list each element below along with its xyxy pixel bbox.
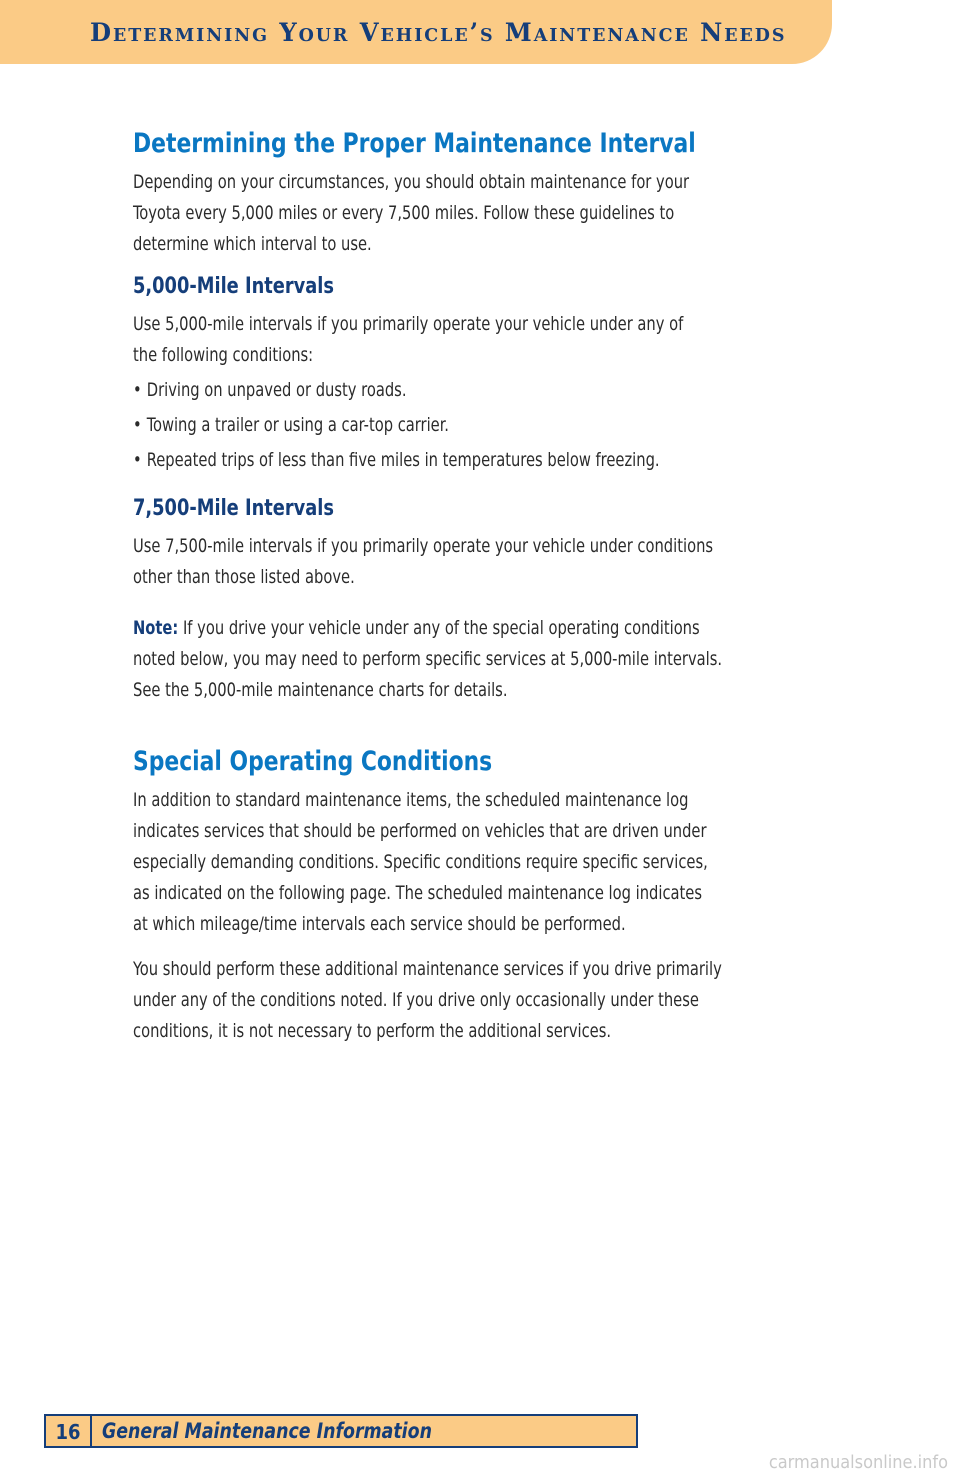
special-paragraph-2 xyxy=(133,954,833,1047)
intro-line: determine which interval to use. xyxy=(133,233,372,255)
page-number: 16 xyxy=(46,1416,92,1446)
paragraph-line: other than those listed above. xyxy=(133,566,355,588)
heading-7500-mile: 7,500-Mile Intervals xyxy=(133,496,334,521)
paragraph-line: under any of the conditions noted. If you drive only occasionally under these xyxy=(133,989,699,1011)
list-item-text: Repeated trips of less than five miles in temperatures below freezing. xyxy=(146,449,660,471)
list-item xyxy=(133,375,838,406)
bullet-icon: • xyxy=(133,449,142,471)
note-text: If you drive your vehicle under any of the special operating conditions xyxy=(182,617,700,639)
list-item xyxy=(133,445,838,476)
paragraph-line: You should perform these additional maintenance services if you drive primarily xyxy=(133,958,722,980)
note-label: Note: xyxy=(133,617,179,639)
watermark: carmanualsonline.info xyxy=(768,1452,948,1473)
intro-paragraph xyxy=(133,167,833,260)
paragraph-line: In addition to standard maintenance items, the scheduled maintenance log xyxy=(133,789,689,811)
special-paragraph-1 xyxy=(133,785,833,940)
intro-line: Depending on your circumstances, you should obtain maintenance for your xyxy=(133,171,690,193)
note-line: See the 5,000-mile maintenance charts for details. xyxy=(133,679,508,701)
list-item-text: Driving on unpaved or dusty roads. xyxy=(146,379,407,401)
list-item-text: Towing a trailer or using a car-top carrier. xyxy=(146,414,449,436)
note-paragraph xyxy=(133,613,833,706)
paragraph-line: indicates services that should be performed on vehicles that are driven under xyxy=(133,820,707,842)
paragraph-line: at which mileage/time intervals each service should be performed. xyxy=(133,913,626,935)
list-item xyxy=(133,410,838,441)
note-line xyxy=(133,613,838,644)
paragraph-7500-mile xyxy=(133,531,833,593)
page-footer xyxy=(44,1414,638,1448)
section-heading-maintenance-interval: Determining the Proper Maintenance Interval xyxy=(133,128,696,159)
intro-line: Toyota every 5,000 miles or every 7,500 miles. Follow these guidelines to xyxy=(133,202,675,224)
footer-section-title: General Maintenance Information xyxy=(102,1419,432,1443)
bullet-icon: • xyxy=(133,379,142,401)
paragraph-line: Use 5,000-mile intervals if you primarily operate your vehicle under any of xyxy=(133,313,684,335)
paragraph-line: conditions, it is not necessary to perform the additional services. xyxy=(133,1020,612,1042)
heading-5000-mile: 5,000-Mile Intervals xyxy=(133,274,334,299)
section-heading-special-conditions: Special Operating Conditions xyxy=(133,746,493,777)
note-line: noted below, you may need to perform specific services at 5,000-mile intervals. xyxy=(133,648,723,670)
main-content xyxy=(133,128,833,1060)
paragraph-line: as indicated on the following page. The scheduled maintenance log indicates xyxy=(133,882,702,904)
paragraph-line: the following conditions: xyxy=(133,344,314,366)
paragraph-line: Use 7,500-mile intervals if you primarily operate your vehicle under conditions xyxy=(133,535,714,557)
paragraph-line: especially demanding conditions. Specific conditions require specific services, xyxy=(133,851,708,873)
paragraph-5000-mile xyxy=(133,309,833,371)
page-header-title: Determining Your Vehicle’s Maintenance Needs xyxy=(90,18,787,47)
conditions-list xyxy=(133,375,833,476)
bullet-icon: • xyxy=(133,414,142,436)
